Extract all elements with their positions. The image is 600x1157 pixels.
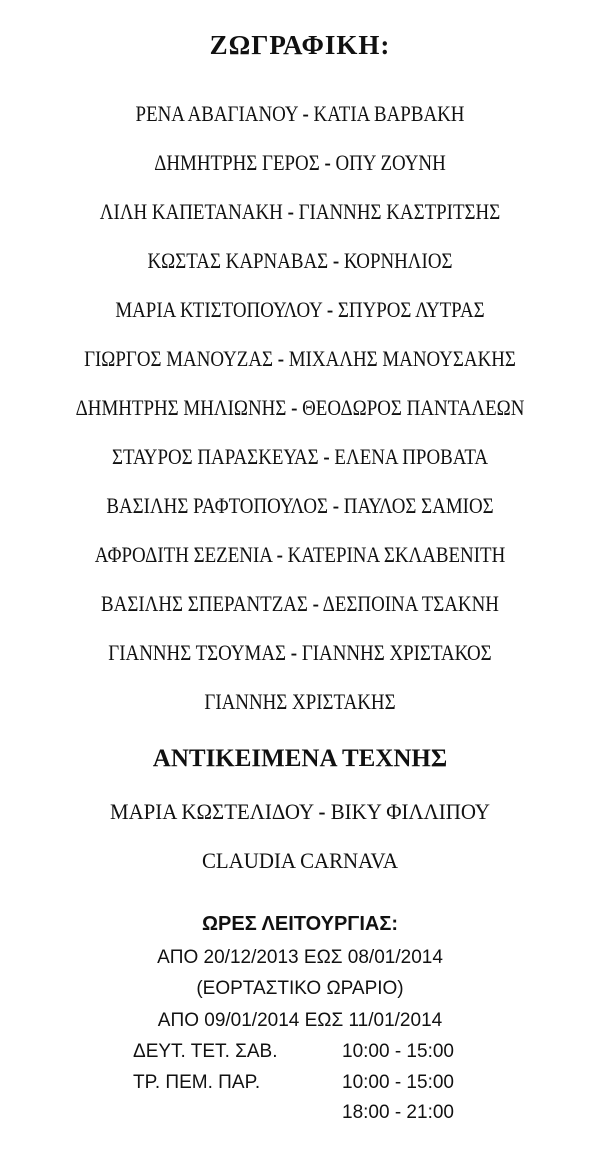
artist-name-left: ΔΗΜΗΤΡΗΣ ΜΗΛΙΩΝΗΣ: [75, 395, 287, 420]
name-separator: -: [312, 591, 319, 616]
artist-row: [42, 334, 558, 383]
artist-row: [42, 677, 558, 726]
artist-name-left: CLAUDIA CARNAVA: [201, 848, 399, 873]
artist-name-left: ΔΗΜΗΤΡΗΣ ΓΕΡΟΣ: [154, 150, 320, 175]
name-separator: -: [323, 444, 330, 469]
schedule-time: 10:00 - 15:00: [342, 1072, 454, 1093]
holiday-period-dates: ΑΠΟ 20/12/2013 ΕΩΣ 08/01/2014: [157, 947, 443, 968]
artist-row: [42, 530, 558, 579]
schedule-time: 10:00 - 15:00: [342, 1041, 454, 1062]
name-separator: -: [318, 799, 326, 824]
schedule-days: ΔΕΥΤ. ΤΕΤ. ΣΑΒ.: [133, 1041, 278, 1062]
name-separator: -: [332, 493, 340, 518]
artist-name-right: ΚΑΤΙΑ ΒΑΡΒΑΚΗ: [313, 101, 465, 126]
artist-row: [42, 481, 558, 530]
opening-hours-heading: ΩΡΕΣ ΛΕΙΤΟΥΡΓΙΑΣ:: [202, 913, 398, 935]
name-separator: -: [326, 297, 334, 322]
artist-name-left: ΓΙΑΝΝΗΣ ΧΡΙΣΤΑΚΗΣ: [204, 689, 396, 714]
name-separator: -: [277, 346, 285, 371]
artist-name-left: ΓΙΑΝΝΗΣ ΤΣΟΥΜΑΣ: [108, 640, 287, 665]
artist-name-left: ΑΦΡΟΔΙΤΗ ΣΕΖΕΝΙΑ: [94, 542, 272, 567]
artist-name-right: ΓΙΑΝΝΗΣ ΧΡΙΣΤΑΚΟΣ: [301, 640, 492, 665]
schedule-row: [0, 1037, 600, 1067]
artist-row: [42, 89, 558, 138]
artist-name-left: ΒΑΣΙΛΗΣ ΣΠΕΡΑΝΤΖΑΣ: [101, 591, 308, 616]
name-separator: -: [290, 640, 298, 665]
artist-row: [42, 432, 558, 481]
schedule-days: ΤΡ. ΠΕΜ. ΠΑΡ.: [133, 1072, 261, 1093]
name-separator: -: [276, 542, 283, 567]
artist-row: [42, 579, 558, 628]
artist-name-left: ΓΙΩΡΓΟΣ ΜΑΝΟΥΖΑΣ: [84, 346, 274, 371]
artist-row: [42, 628, 558, 677]
name-separator: -: [332, 248, 340, 273]
schedule-row: [0, 1098, 600, 1128]
holiday-schedule-note: (ΕΟΡΤΑΣΤΙΚΟ ΩΡΑΡΙΟ): [196, 978, 404, 999]
name-separator: -: [302, 101, 309, 126]
schedule-time: 18:00 - 21:00: [342, 1102, 454, 1123]
regular-period-dates: ΑΠΟ 09/01/2014 ΕΩΣ 11/01/2014: [157, 1010, 443, 1031]
name-separator: -: [324, 150, 331, 175]
artist-name-left: ΒΑΣΙΛΗΣ ΡΑΦΤΟΠΟΥΛΟΣ: [106, 493, 329, 518]
artist-name-right: ΚΑΤΕΡΙΝΑ ΣΚΛΑΒΕΝΙΤΗ: [287, 542, 506, 567]
artist-name-right: ΟΠΥ ΖΟΥΝΗ: [335, 150, 446, 175]
artist-name-left: ΛΙΛΗ ΚΑΠΕΤΑΝΑΚΗ: [99, 199, 283, 224]
art-objects-artist-list: [0, 787, 600, 885]
artist-name-right: ΓΙΑΝΝΗΣ ΚΑΣΤΡΙΤΣΗΣ: [298, 199, 501, 224]
artist-name-right: ΠΑΥΛΟΣ ΣΑΜΙΟΣ: [343, 493, 494, 518]
art-objects-section-heading: ΑΝΤΙΚΕΙΜΕΝΑ ΤΕΧΝΗΣ: [152, 745, 448, 772]
artist-name-right: ΒΙΚΥ ΦΙΛΛΙΠΟΥ: [330, 799, 490, 824]
schedule-row: [0, 1068, 600, 1098]
artist-name-right: ΣΠΥΡΟΣ ΛΥΤΡΑΣ: [337, 297, 485, 322]
artist-row: [42, 383, 558, 432]
artist-name-right: ΚΟΡΝΗΛΙΟΣ: [343, 248, 453, 273]
artist-name-left: ΚΩΣΤΑΣ ΚΑΡΝΑΒΑΣ: [147, 248, 329, 273]
artist-name-left: ΡΕΝΑ ΑΒΑΓΙΑΝΟΥ: [135, 101, 298, 126]
artist-row: [15, 787, 585, 836]
artist-name-right: ΜΙΧΑΛΗΣ ΜΑΝΟΥΣΑΚΗΣ: [288, 346, 516, 371]
artist-row: [42, 285, 558, 334]
artist-name-right: ΕΛΕΝΑ ΠΡΟΒΑΤΑ: [334, 444, 489, 469]
artist-name-left: ΜΑΡΙΑ ΚΤΙΣΤΟΠΟΥΛΟΥ: [115, 297, 323, 322]
name-separator: -: [287, 199, 294, 224]
painting-artist-list: [0, 89, 600, 726]
artist-name-left: ΜΑΡΙΑ ΚΩΣΤΕΛΙΔΟΥ: [110, 799, 314, 824]
artist-row: [42, 187, 558, 236]
artist-row: [42, 138, 558, 187]
artist-name-right: ΔΕΣΠΟΙΝΑ ΤΣΑΚΝΗ: [322, 591, 499, 616]
artist-name-right: ΘΕΟΔΩΡΟΣ ΠΑΝΤΑΛΕΩΝ: [302, 395, 525, 420]
artist-name-left: ΣΤΑΥΡΟΣ ΠΑΡΑΣΚΕΥΑΣ: [111, 444, 319, 469]
painting-section-heading: ΖΩΓΡΑΦΙΚΗ:: [209, 30, 391, 60]
name-separator: -: [291, 395, 298, 420]
artist-row: [42, 236, 558, 285]
artist-row: [15, 836, 585, 885]
